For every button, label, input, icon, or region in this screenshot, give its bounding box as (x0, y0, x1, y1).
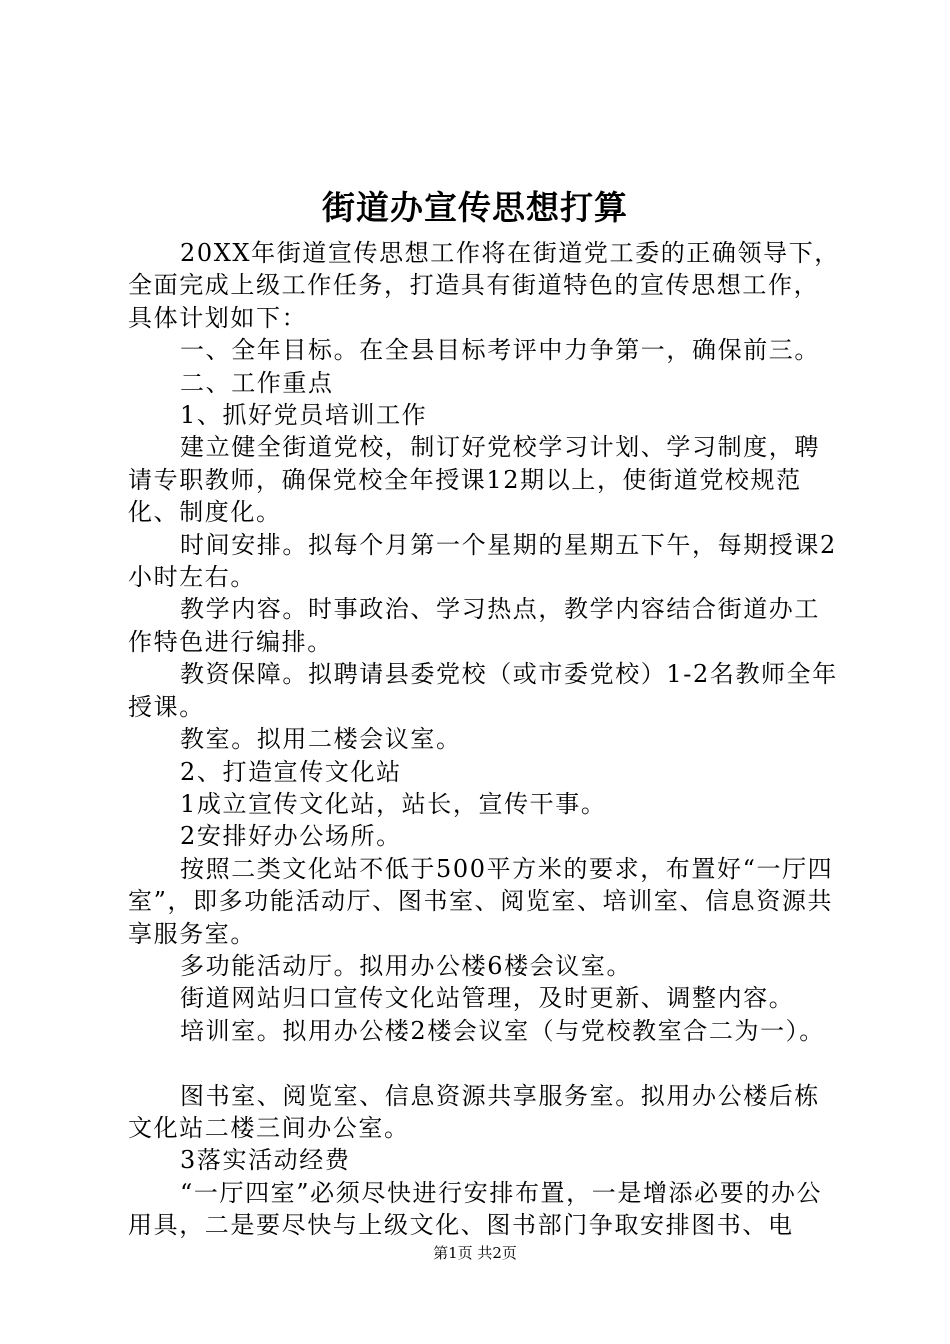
paragraph: 建立健全街道党校，制订好党校学习计划、学习制度，聘请专职教师，确保党校全年授课12期以上，使街道党校规范化、制度化。 (128, 433, 820, 527)
page-footer: 第1页 共2页 (433, 1244, 517, 1262)
paragraph: 时间安排。拟每个月第一个星期的星期五下午，每期授课2小时左右。 (128, 530, 837, 592)
paragraph: 1、抓好党员培训工作 (180, 401, 428, 430)
paragraph: 二、工作重点 (180, 368, 334, 397)
paragraph: 20XX年街道宣传思想工作将在街道党工委的正确领导下，全面完成上级工作任务，打造具有街道特色的宣传思想工作，具体计划如下： (128, 239, 840, 332)
blank-line (128, 1047, 840, 1079)
document-title: 街道办宣传思想打算 (322, 188, 628, 227)
paragraph: 1成立宣传文化站，站长，宣传干事。 (180, 789, 607, 818)
paragraph: 街道网站归口宣传文化站管理，及时更新、调整内容。 (180, 984, 795, 1013)
paragraph: 按照二类文化站不低于500平方米的要求，布置好“一厅四室”，即多功能活动厅、图书室、阅览室、培训室、信息资源共享服务室。 (128, 854, 834, 948)
paragraph: “一厅四室”必须尽快进行安排布置，一是增添必要的办公用具，二是要尽快与上级文化、图书部门争取安排图书、电 (128, 1178, 823, 1240)
document-body (128, 237, 840, 1242)
paragraph: 2安排好办公场所。 (180, 822, 402, 851)
paragraph: 2、打造宣传文化站 (180, 757, 402, 786)
paragraph: 培训室。拟用办公楼2楼会议室（与党校教室合二为一）。 (180, 1016, 825, 1045)
paragraph: 图书室、阅览室、信息资源共享服务室。拟用办公楼后栋文化站二楼三间办公室。 (128, 1081, 820, 1142)
paragraph: 一、全年目标。在全县目标考评中力争第一，确保前三。 (180, 336, 820, 365)
paragraph: 多功能活动厅。拟用办公楼6楼会议室。 (180, 951, 633, 980)
paragraph: 教室。拟用二楼会议室。 (180, 725, 462, 754)
paragraph: 3落实活动经费 (180, 1146, 351, 1175)
paragraph: 教学内容。时事政治、学习热点，教学内容结合街道办工作特色进行编排。 (128, 595, 820, 656)
paragraph: 教资保障。拟聘请县委党校（或市委党校）1-2名教师全年授课。 (128, 660, 838, 721)
